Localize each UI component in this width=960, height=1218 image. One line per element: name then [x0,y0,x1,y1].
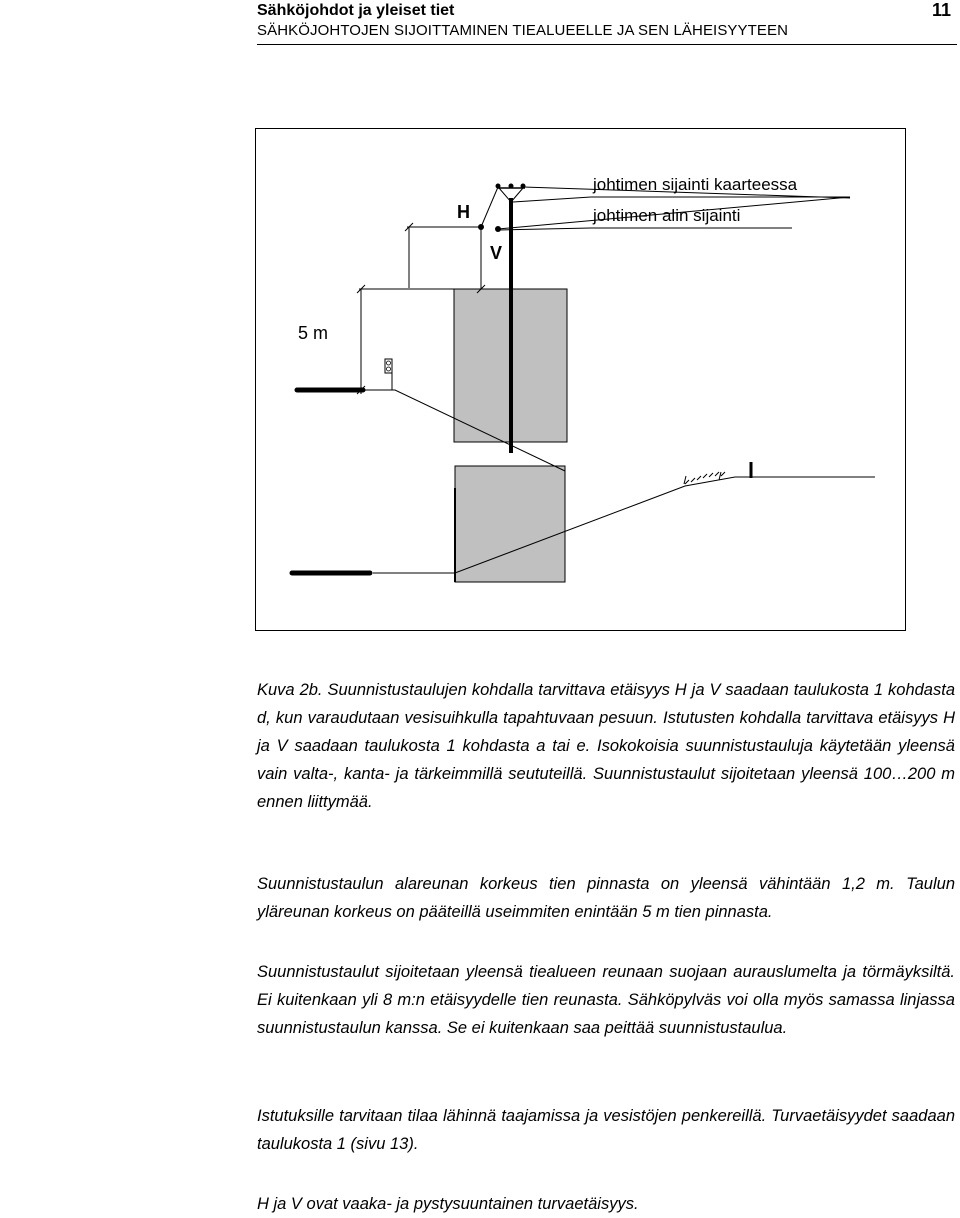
conductor-left [481,187,498,227]
header-subtitle: SÄHKÖJOHTOJEN SIJOITTAMINEN TIEALUEELLE JA SEN LÄHEISYYTEEN [257,22,789,39]
paragraph-sign-height [257,870,955,926]
insulator-right-icon [521,184,526,189]
paragraph-text: Istutuksille tarvitaan tilaa lähinnä taajamissa ja vesistöjen penkereillä. Turvaetäisyydet saadaan taulukosta 1 (sivu 13). [257,1107,955,1153]
label-5m: 5 m [298,323,329,343]
lower-sign-board [455,466,565,582]
label-cable-in-span: johtimen sijainti kaarteessa [593,175,798,194]
label-h: H [457,202,470,222]
paragraph-text: Suunnistustaulun alareunan korkeus tien pinnasta on yleensä vähintään 1,2 m. Taulun yläreunan korkeus on pääteillä useimmiten enintään 5 m tien pinnasta. [257,875,955,921]
embankment-slope-lower [373,477,875,573]
label-cable-lowest: johtimen alin sijainti [593,206,741,225]
figure-frame [256,129,906,631]
label-v: V [490,243,503,263]
insulator-mid-icon [509,184,514,189]
paragraph-definition [257,1190,955,1218]
conductor-point-v-icon [495,226,501,232]
header-rule [257,44,957,45]
figure-caption [257,676,955,816]
paragraph-plantings [257,1102,955,1158]
header-title: Sähköjohdot ja yleiset tiet [257,2,455,19]
page-number: 11 [931,0,951,20]
diagram-svg [255,128,906,631]
paragraph-sign-placement [257,958,955,1042]
caption-text: Kuva 2b. Suunnistustaulujen kohdalla tarvittava etäisyys H ja V saadaan taulukosta 1 kohdasta d, kun varaudutaan vesisuihkulla tapahtuvaan pesuun. Istutusten kohdalla tarvittava etäisyys H ja V saadaan taulukosta 1 kohdasta a tai e. Isokokoisia suunnistustauluja käytetään yleensä vain valta-, kanta- ja tärkeimmillä seututeillä. Suunnistustaulut sijoitetaan yleensä 100…200 m ennen liittymää. [257,681,955,811]
paragraph-text: H ja V ovat vaaka- ja pystysuuntainen turvaetäisyys. [257,1195,639,1213]
figure-clearance-diagram [255,128,906,631]
paragraph-text: Suunnistustaulut sijoitetaan yleensä tiealueen reunaan suojaan aurauslumelta ja törmäyksiltä. Ei kuitenkaan yli 8 m:n etäisyydelle tien reunasta. Sähköpylväs voi olla myös samassa linjassa suunnistustaulun kanssa. Se ei kuitenkaan saa peittää suunnistustaulua. [257,963,955,1037]
